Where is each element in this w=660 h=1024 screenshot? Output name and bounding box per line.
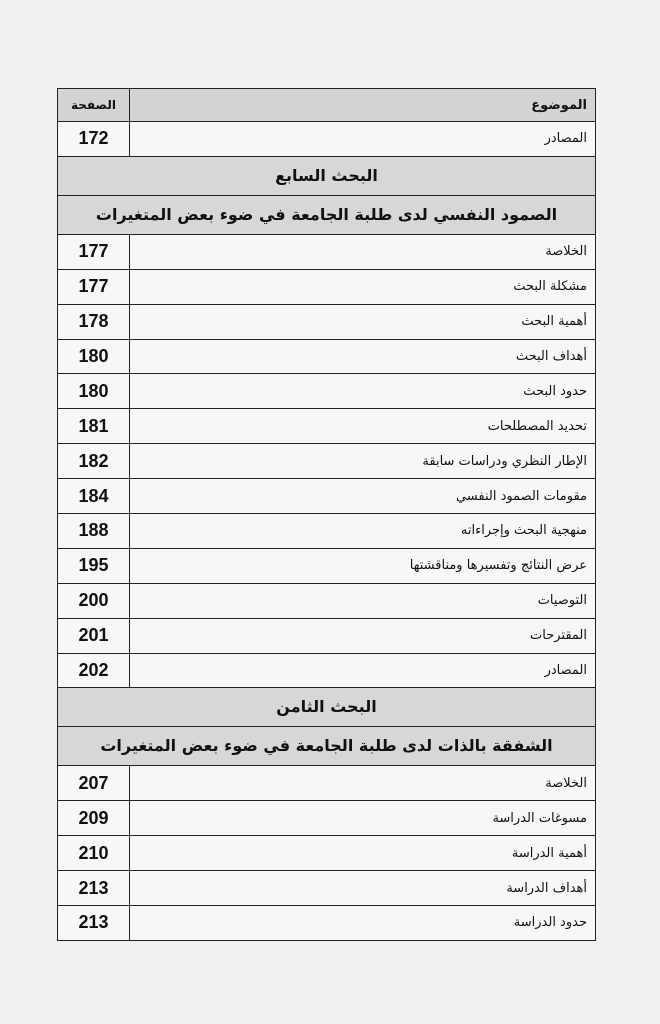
toc-entry-topic: حدود البحث — [130, 374, 596, 409]
toc-entry-topic: أهداف الدراسة — [130, 871, 596, 906]
toc-entry-row — [58, 583, 596, 618]
toc-entry-row — [58, 444, 596, 479]
toc-entry-page-number: 200 — [58, 583, 130, 618]
toc-entry-topic: المصادر — [130, 653, 596, 688]
toc-entry-row — [58, 618, 596, 653]
toc-entry-page-number: 177 — [58, 269, 130, 304]
section-heading-row — [58, 156, 596, 234]
toc-entry-page-number: 177 — [58, 234, 130, 269]
toc-entry-page-number: 180 — [58, 339, 130, 374]
toc-entry-page-number: 207 — [58, 766, 130, 801]
toc-entry-page-number: 188 — [58, 514, 130, 549]
toc-entry-page-number: 213 — [58, 871, 130, 906]
toc-entry-row — [58, 836, 596, 871]
toc-entry-row — [58, 374, 596, 409]
toc-body — [58, 89, 596, 941]
toc-entry-page-number: 182 — [58, 444, 130, 479]
toc-entry-page-number: 213 — [58, 906, 130, 941]
toc-entry-topic: الخلاصة — [130, 234, 596, 269]
topic-column-header: الموضوع — [130, 89, 596, 122]
toc-entry-topic: المصادر — [130, 122, 596, 157]
toc-entry-page-number: 172 — [58, 122, 130, 157]
toc-entry-topic: المقترحات — [130, 618, 596, 653]
toc-entry-row — [58, 122, 596, 157]
section-heading — [58, 156, 596, 234]
toc-entry-row — [58, 479, 596, 514]
toc-entry-topic: حدود الدراسة — [130, 906, 596, 941]
section-subtitle: الصمود النفسي لدى طلبة الجامعة في ضوء بعض المتغيرات — [58, 195, 595, 234]
section-subtitle: الشفقة بالذات لدى طلبة الجامعة في ضوء بعض المتغيرات — [58, 726, 595, 765]
toc-entry-row — [58, 409, 596, 444]
toc-entry-topic: عرض النتائج وتفسيرها ومناقشتها — [130, 548, 596, 583]
toc-entry-page-number: 181 — [58, 409, 130, 444]
toc-entry-topic: تحديد المصطلحات — [130, 409, 596, 444]
toc-entry-row — [58, 339, 596, 374]
section-heading-row — [58, 688, 596, 766]
toc-entry-page-number: 202 — [58, 653, 130, 688]
toc-entry-topic: أهمية الدراسة — [130, 836, 596, 871]
section-title: البحث الثامن — [276, 697, 377, 717]
toc-entry-row — [58, 234, 596, 269]
toc-entry-row — [58, 269, 596, 304]
toc-entry-topic: التوصيات — [130, 583, 596, 618]
toc-entry-topic: أهمية البحث — [130, 304, 596, 339]
toc-entry-topic: مشكلة البحث — [130, 269, 596, 304]
toc-entry-page-number: 210 — [58, 836, 130, 871]
section-title: البحث السابع — [275, 165, 378, 185]
toc-header-row — [58, 89, 596, 122]
toc-entry-topic: مقومات الصمود النفسي — [130, 479, 596, 514]
toc-entry-topic: مسوغات الدراسة — [130, 801, 596, 836]
section-heading — [58, 688, 596, 766]
toc-entry-row — [58, 906, 596, 941]
toc-entry-page-number: 180 — [58, 374, 130, 409]
toc-entry-row — [58, 653, 596, 688]
toc-entry-page-number: 209 — [58, 801, 130, 836]
toc-entry-page-number: 201 — [58, 618, 130, 653]
toc-entry-topic: أهداف البحث — [130, 339, 596, 374]
toc-entry-row — [58, 304, 596, 339]
toc-entry-row — [58, 548, 596, 583]
toc-entry-page-number: 195 — [58, 548, 130, 583]
toc-entry-topic: الإطار النظري ودراسات سابقة — [130, 444, 596, 479]
toc-entry-row — [58, 766, 596, 801]
toc-entry-row — [58, 801, 596, 836]
table-of-contents — [57, 88, 596, 941]
toc-entry-page-number: 178 — [58, 304, 130, 339]
toc-entry-topic: الخلاصة — [130, 766, 596, 801]
toc-entry-page-number: 184 — [58, 479, 130, 514]
toc-entry-row — [58, 871, 596, 906]
toc-entry-row — [58, 514, 596, 549]
page-column-header: الصفحة — [58, 89, 130, 122]
toc-entry-topic: منهجية البحث وإجراءاته — [130, 514, 596, 549]
